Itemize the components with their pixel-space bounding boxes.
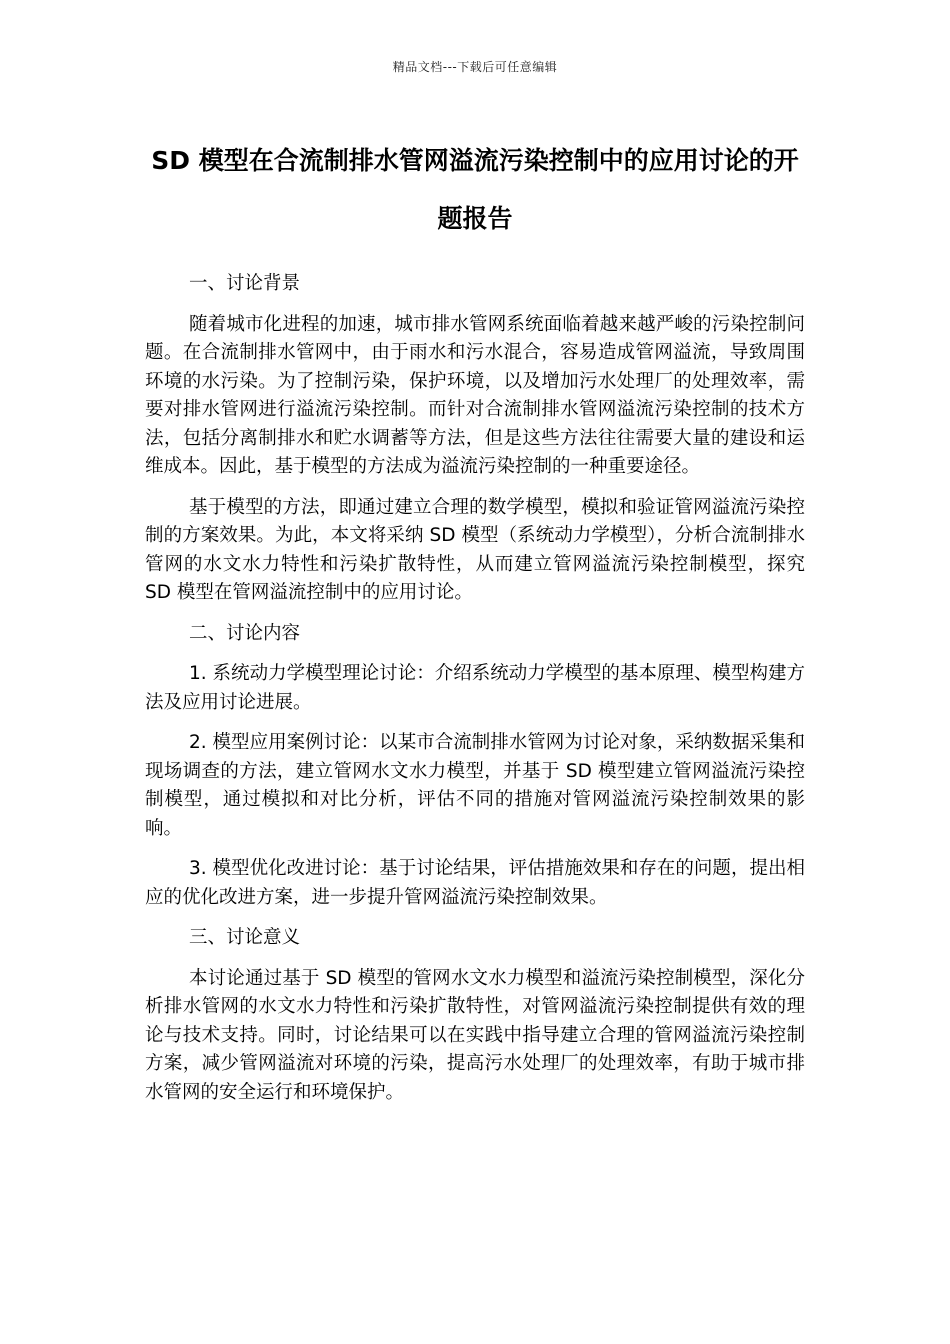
paragraph: 本讨论通过基于 SD 模型的管网水文水力模型和溢流污染控制模型，深化分析排水管网的水文水力特性和污染扩散特性，对管网溢流污染控制提供有效的理论与技术支持。同时，讨论结果可以在实践中指导建立合理的管网溢流污染控制方案，减少管网溢流对环境的污染，提高污水处理厂的处理效率，有助于城市排水管网的安全运行和环境保护。 bbox=[145, 967, 805, 1103]
paragraph: 2. 模型应用案例讨论：以某市合流制排水管网为讨论对象，采纳数据采集和现场调查的方法，建立管网水文水力模型，并基于 SD 模型建立管网溢流污染控制模型，通过模拟和对比分析，评估不同的措施对管网溢流污染控制效果的影响。 bbox=[145, 732, 805, 839]
paragraph: 3. 模型优化改进讨论：基于讨论结果，评估措施效果和存在的问题，提出相应的优化改进方案，进一步提升管网溢流污染控制效果。 bbox=[145, 858, 805, 908]
document-title: SD 模型在合流制排水管网溢流污染控制中的应用讨论的开题报告 bbox=[151, 146, 799, 233]
section-heading-background: 一、讨论背景 bbox=[189, 273, 301, 294]
paragraph: 随着城市化进程的加速，城市排水管网系统面临着越来越严峻的污染控制问题。在合流制排水管网中，由于雨水和污水混合，容易造成管网溢流，导致周围环境的水污染。为了控制污染，保护环境，以及增加污水处理厂的处理效率，需要对排水管网进行溢流污染控制。而针对合流制排水管网溢流污染控制的技术方法，包括分离制排水和贮水调蓄等方法，但是这些方法往往需要大量的建设和运维成本。因此，基于模型的方法成为溢流污染控制的一种重要途径。 bbox=[145, 313, 805, 477]
header-note: 精品文档---下载后可任意编辑 bbox=[392, 60, 558, 74]
section-heading-significance: 三、讨论意义 bbox=[189, 927, 301, 948]
paragraph: 基于模型的方法，即通过建立合理的数学模型，模拟和验证管网溢流污染控制的方案效果。为此，本文将采纳 SD 模型（系统动力学模型），分析合流制排水管网的水文水力特性和污染扩散特性，从而建立管网溢流污染控制模型，探究 SD 模型在管网溢流控制中的应用讨论。 bbox=[145, 496, 805, 603]
document-body bbox=[145, 270, 805, 1119]
section-heading-content: 二、讨论内容 bbox=[189, 622, 301, 644]
paragraph: 1. 系统动力学模型理论讨论：介绍系统动力学模型的基本原理、模型构建方法及应用讨论进展。 bbox=[145, 663, 805, 713]
